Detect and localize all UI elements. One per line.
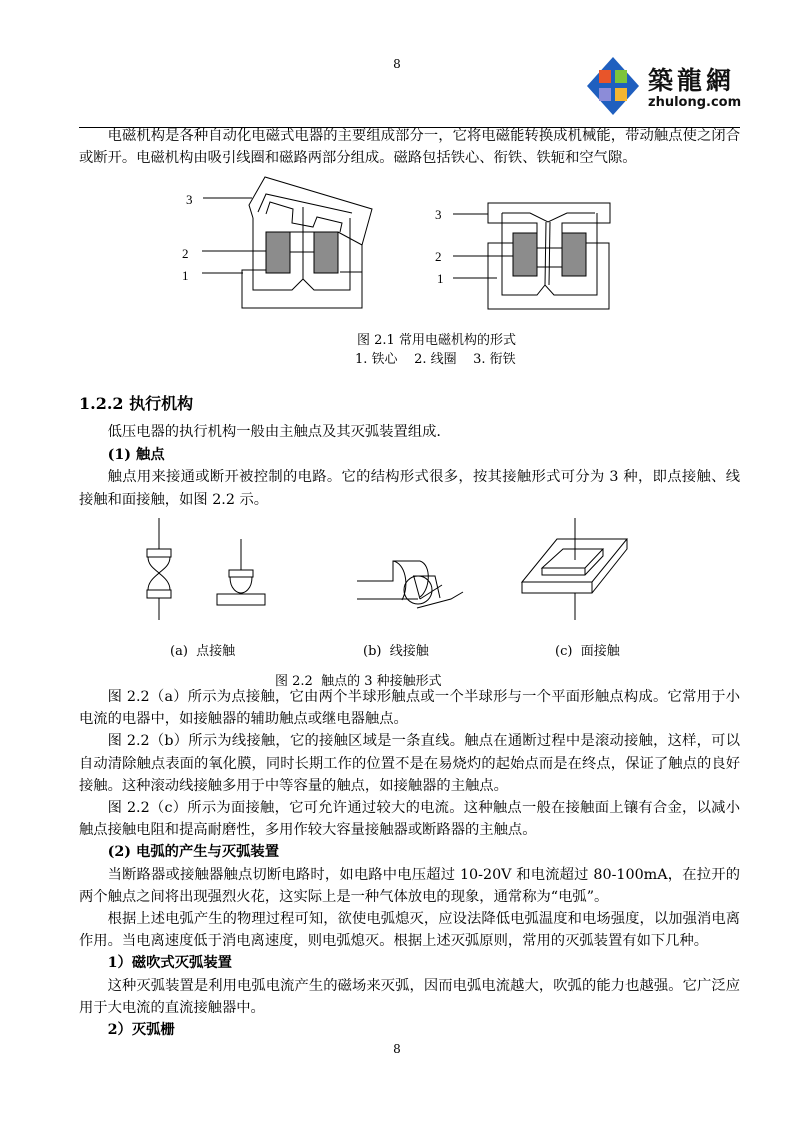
point-contact-double <box>147 518 171 620</box>
actuator-intro <box>79 421 740 512</box>
paragraph-point-contact: 图 2.2（a）所示为点接触，它由两个半球形触点或一个半球形与一个平面形触点构成。它常用于小电流的电器中，如接触器的辅助触点或继电器触点。 <box>79 689 740 728</box>
body-text <box>79 686 740 1041</box>
label-coil: 2 <box>435 249 442 264</box>
subcaption-b: (b) 线接触 <box>363 644 429 659</box>
footer-page-number: 8 <box>393 1042 401 1056</box>
header-page-number: 8 <box>393 57 401 71</box>
label-coil: 2 <box>182 246 189 261</box>
label-core: 1 <box>182 268 189 283</box>
subcaption-c: (c) 面接触 <box>555 644 620 659</box>
section-heading: 1.2.2 执行机构 <box>79 394 194 413</box>
line-contact <box>357 561 463 608</box>
label-core: 1 <box>437 271 444 286</box>
surface-contact <box>522 518 627 620</box>
coil-right <box>314 232 338 273</box>
mechanism-right <box>435 203 610 309</box>
actuator-intro-text: 低压电器的执行机构一般由主触点及其灭弧装置组成. <box>107 424 441 440</box>
logo-domain: zhulong.com <box>648 95 742 110</box>
contacts-text: 触点用来接通或断开被控制的电路。它的结构形式很多，按其接触形式可分为 3 种，即点接触、线接触和面接触，如图 2.2 示。 <box>79 469 740 509</box>
coil-left <box>266 232 290 273</box>
mechanism-left <box>182 177 372 308</box>
subheading-arc-grid: 2）灭弧栅 <box>107 1022 175 1039</box>
subheading-magnetic-blowout: 1）磁吹式灭弧装置 <box>107 955 232 972</box>
label-armature: 3 <box>435 207 442 222</box>
paragraph-arc-extinction: 根据上述电弧产生的物理过程可知，欲使电弧熄灭，应设法降低电弧温度和电场强度，以加强消电离作用。当电离速度低于消电离速度，则电弧熄灭。根据上述灭弧原则，常用的灭弧装置有如下几种。 <box>79 911 740 950</box>
coil-right <box>562 233 586 276</box>
label-armature: 3 <box>186 192 193 207</box>
figure-2-2-contact-forms <box>0 505 794 630</box>
figure-2-1-legend: 1. 铁心 2. 线圈 3. 衔铁 <box>355 352 516 367</box>
point-contact-plane <box>217 539 265 605</box>
figure-2-2-caption: 图 2.2 触点的 3 种接触形式 <box>275 674 442 689</box>
figure-2-1-caption: 图 2.1 常用电磁机构的形式 <box>357 333 516 348</box>
subcaption-a: (a) 点接触 <box>170 644 236 659</box>
intro-text: 电磁机构是各种自动化电磁式电器的主要组成部分一，它将电磁能转换成机械能，带动触点使之闭合或断开。电磁机构由吸引线圈和磁路两部分组成。磁路包括铁心、衔铁、铁轭和空气隙。 <box>79 128 740 166</box>
paragraph-magnetic-blowout: 这种灭弧装置是利用电弧电流产生的磁场来灭弧，因而电弧电流越大，吹弧的能力也越强。它广泛应用于大电流的直流接触器中。 <box>79 977 740 1016</box>
subheading-contacts: (1) 触点 <box>107 446 165 463</box>
subheading-arc: (2) 电弧的产生与灭弧装置 <box>107 844 280 861</box>
coil-left <box>513 233 537 276</box>
paragraph-line-contact: 图 2.2（b）所示为线接触，它的接触区域是一条直线。触点在通断过程中是滚动接触，这样，可以自动清除触点表面的氧化膜，同时长期工作的位置不是在易烧灼的起始点而是在终点，保证了触点的良好接触。这种滚动线接触多用于中等容量的触点，如接触器的主触点。 <box>79 733 740 794</box>
logo-name-cn: 築龍網 <box>648 66 736 95</box>
figure-2-1-electromagnetic-mechanisms <box>0 0 794 330</box>
paragraph-surface-contact: 图 2.2（c）所示为面接触，它可允许通过较大的电流。这种触点一般在接触面上镶有合金，以减小触点接触电阻和提高耐磨性，多用作较大容量接触器或断路器的主触点。 <box>79 800 740 839</box>
paragraph-arc-generation: 当断路器或接触器触点切断电路时，如电路中电压超过 10-20V 和电流超过 80-100mA，在拉开的两个触点之间将出现强烈火花，这实际上是一种气体放电的现象，通常称为“电弧”。 <box>79 866 740 905</box>
